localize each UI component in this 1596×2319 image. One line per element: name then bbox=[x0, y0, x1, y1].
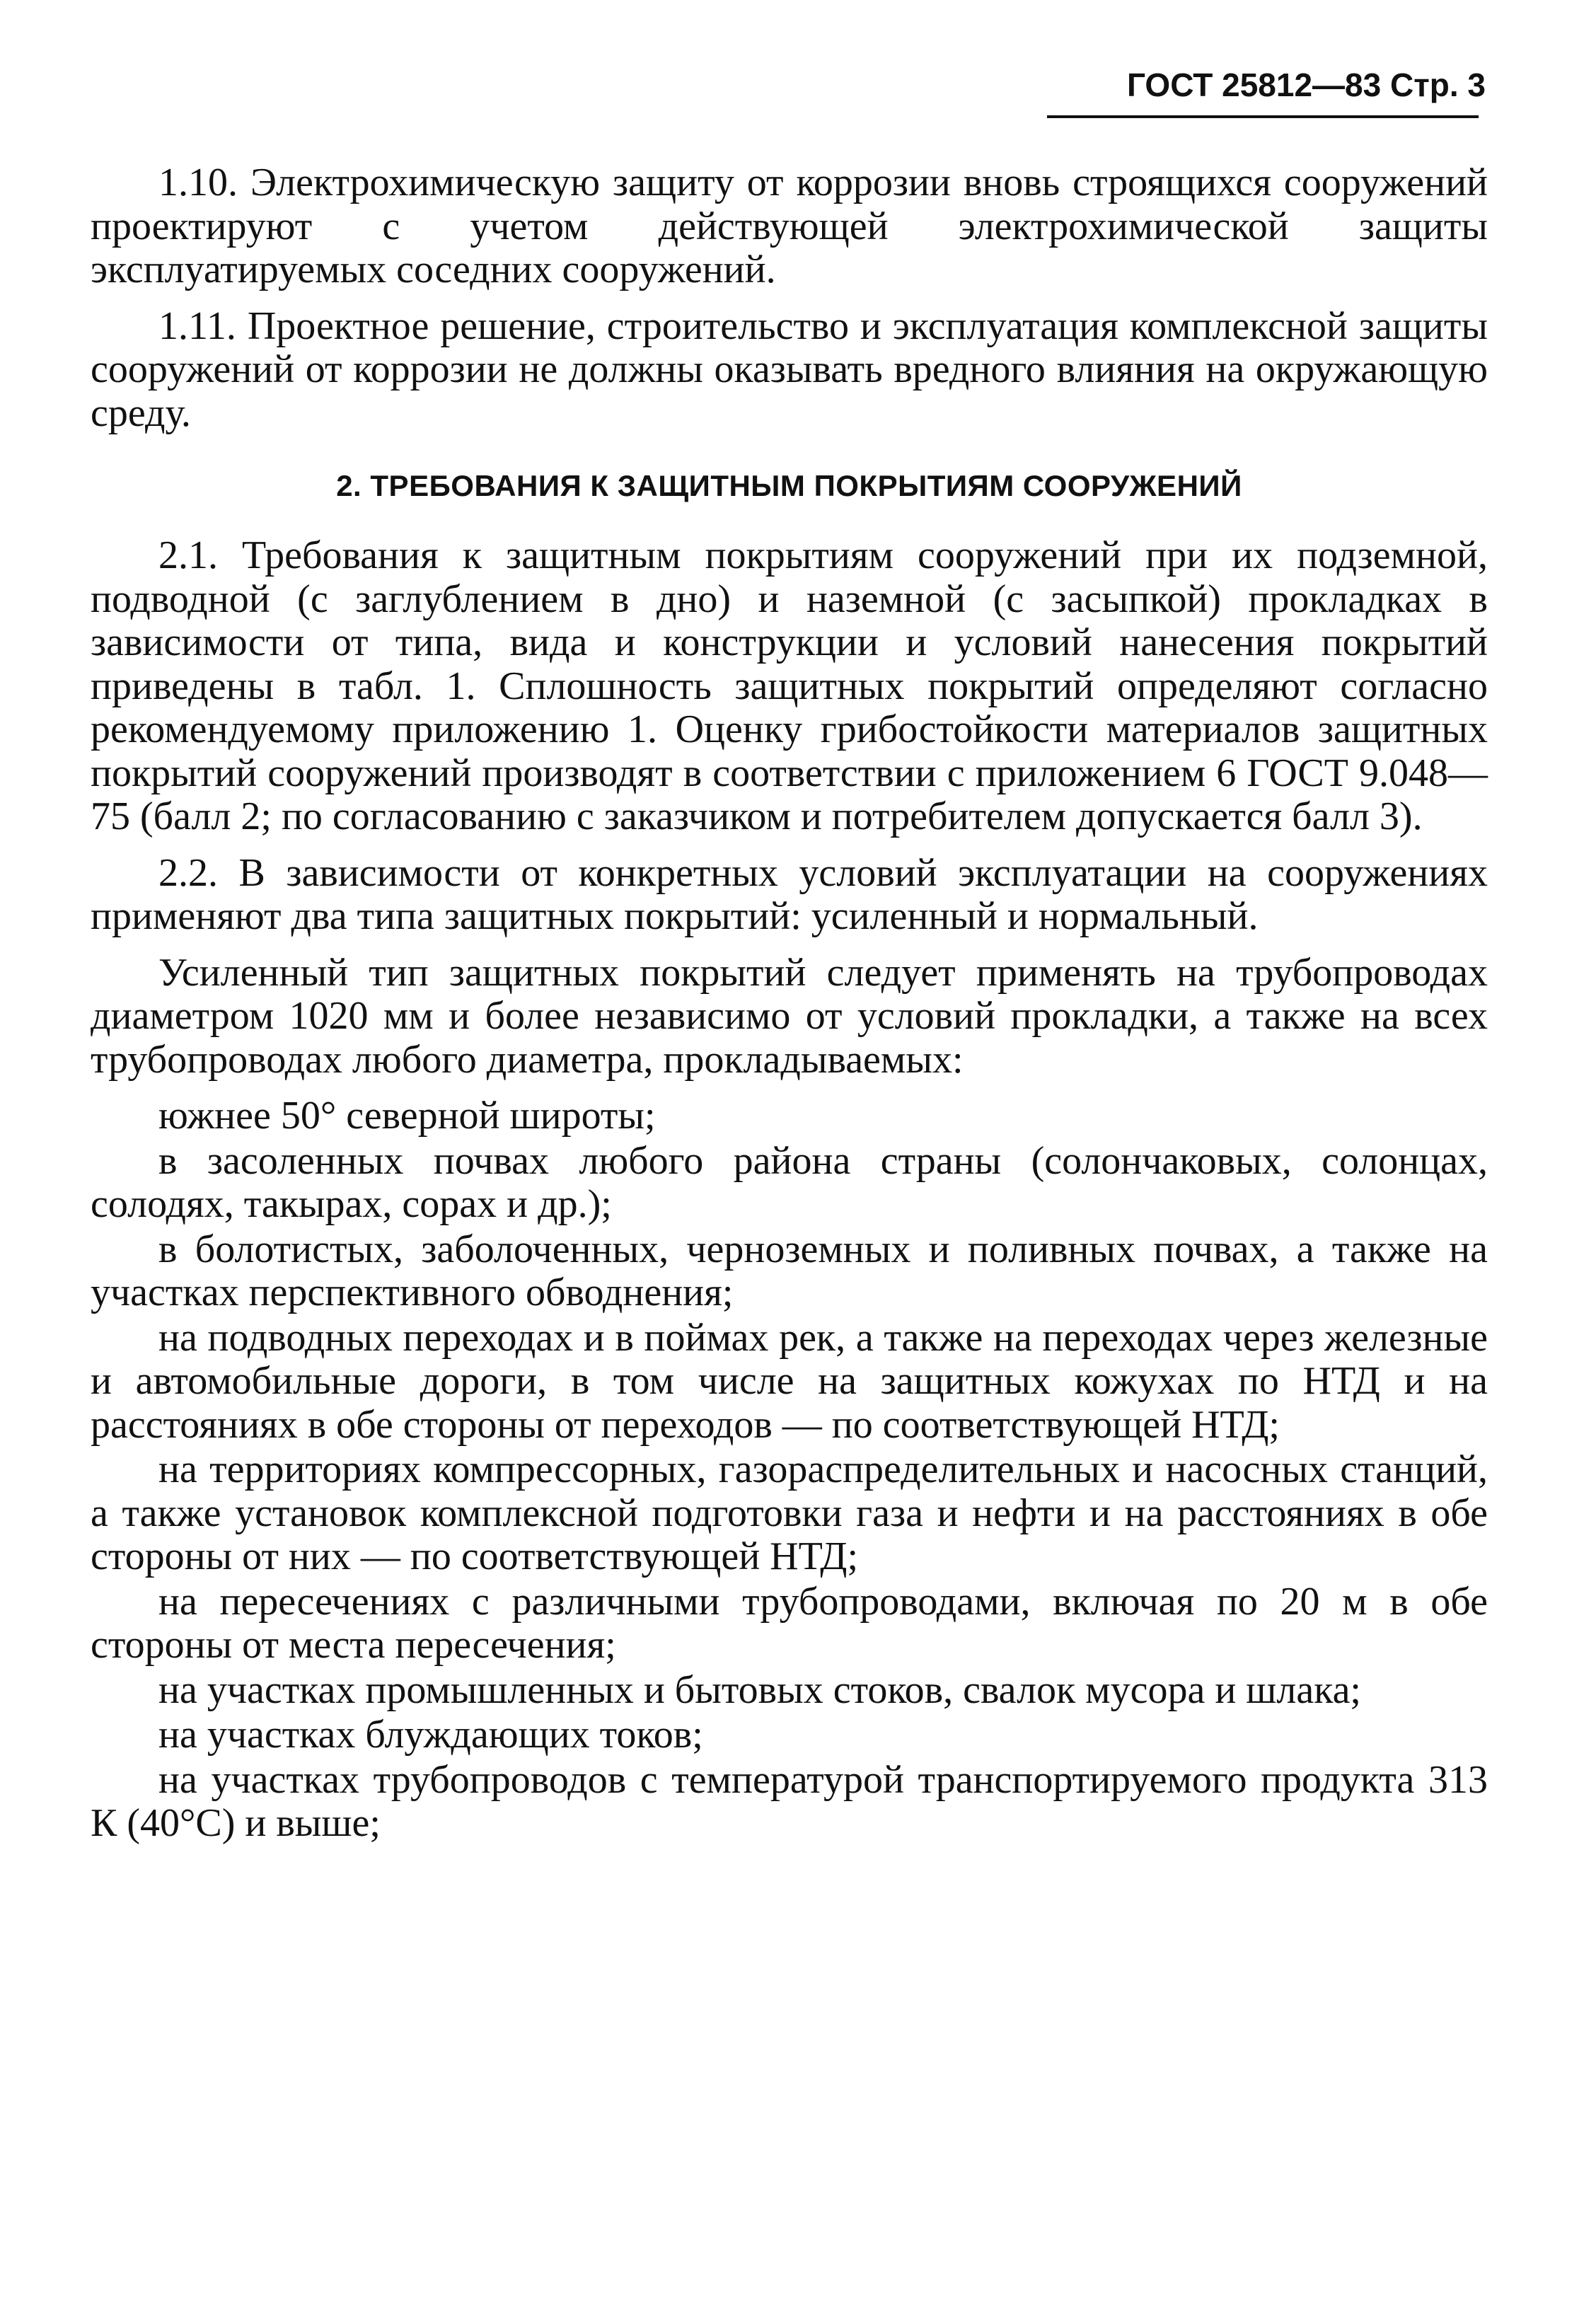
list-item: на участках промышленных и бытовых стоков, свалок мусора и шлака; bbox=[158, 1667, 1361, 1712]
list-item: на участках блуждающих токов; bbox=[158, 1713, 703, 1757]
list-item: южнее 50° северной широты; bbox=[158, 1094, 656, 1138]
paragraph-1-10: 1.10. Электрохимическую защиту от коррозии вновь строящихся сооружений проектируют с учетом действующей электрохимической защиты эксплуатируемых соседних сооружений. bbox=[91, 161, 1488, 291]
list-item: на территориях компрессорных, газораспределительных и насосных станций, а также установок комплексной подготовки газа и нефти и на расстояниях в обе стороны от них — по соответствующей НТД; bbox=[91, 1447, 1488, 1578]
document-body bbox=[91, 161, 1488, 1847]
list-item: в болотистых, заболоченных, черноземных и поливных почвах, а также на участках перспективного обводнения; bbox=[91, 1227, 1488, 1314]
paragraph-2-1: 2.1. Требования к защитным покрытиям сооружений при их подземной, подводной (с заглублением в дно) и наземной (с засыпкой) прокладках в зависимости от типа, вида и конструкции и условий нанесения покрытий приведены в табл. 1. Сплошность защитных покрытий определяют согласно рекомендуемому приложению 1. Оценку грибостойкости материалов защитных покрытий сооружений производят в соответствии с приложением 6 ГОСТ 9.048—75 (балл 2; по согласованию с заказчиком и потребителем допускается балл 3). bbox=[91, 533, 1488, 838]
paragraph-reinforced-type: Усиленный тип защитных покрытий следует применять на трубопроводах диаметром 1020 мм и более независимо от условий прокладки, а также на всех трубопроводах любого диаметра, прокладываемых: bbox=[91, 950, 1488, 1082]
paragraph-1-11: 1.11. Проектное решение, строительство и эксплуатация комплексной защиты сооружений от коррозии не должны оказывать вредного влияния на окружающую среду. bbox=[91, 303, 1488, 435]
list-item: на пересечениях с различными трубопроводами, включая по 20 м в обе стороны от места пересечения; bbox=[91, 1579, 1488, 1667]
page-header: ГОСТ 25812—83 Стр. 3 bbox=[1126, 66, 1486, 103]
list-item: на подводных переходах и в поймах рек, а также на переходах через железные и автомобильные дороги, в том числе на защитных кожухах по НТД и на расстояниях в обе стороны от переходов — по соответствующей НТД; bbox=[91, 1315, 1488, 1447]
section-2-title: 2. ТРЕБОВАНИЯ К ЗАЩИТНЫМ ПОКРЫТИЯМ СООРУЖЕНИЙ bbox=[336, 469, 1242, 502]
header-rule bbox=[1047, 115, 1479, 118]
list-item: на участках трубопроводов с температурой транспортируемого продукта 313 К (40°С) и выше; bbox=[91, 1757, 1488, 1845]
paragraph-2-2: 2.2. В зависимости от конкретных условий эксплуатации на сооружениях применяют два типа защитных покрытий: усиленный и нормальный. bbox=[91, 850, 1488, 938]
list-item: в засоленных почвах любого района страны (солончаковых, солонцах, солодях, такырах, сорах и др.); bbox=[91, 1138, 1488, 1226]
